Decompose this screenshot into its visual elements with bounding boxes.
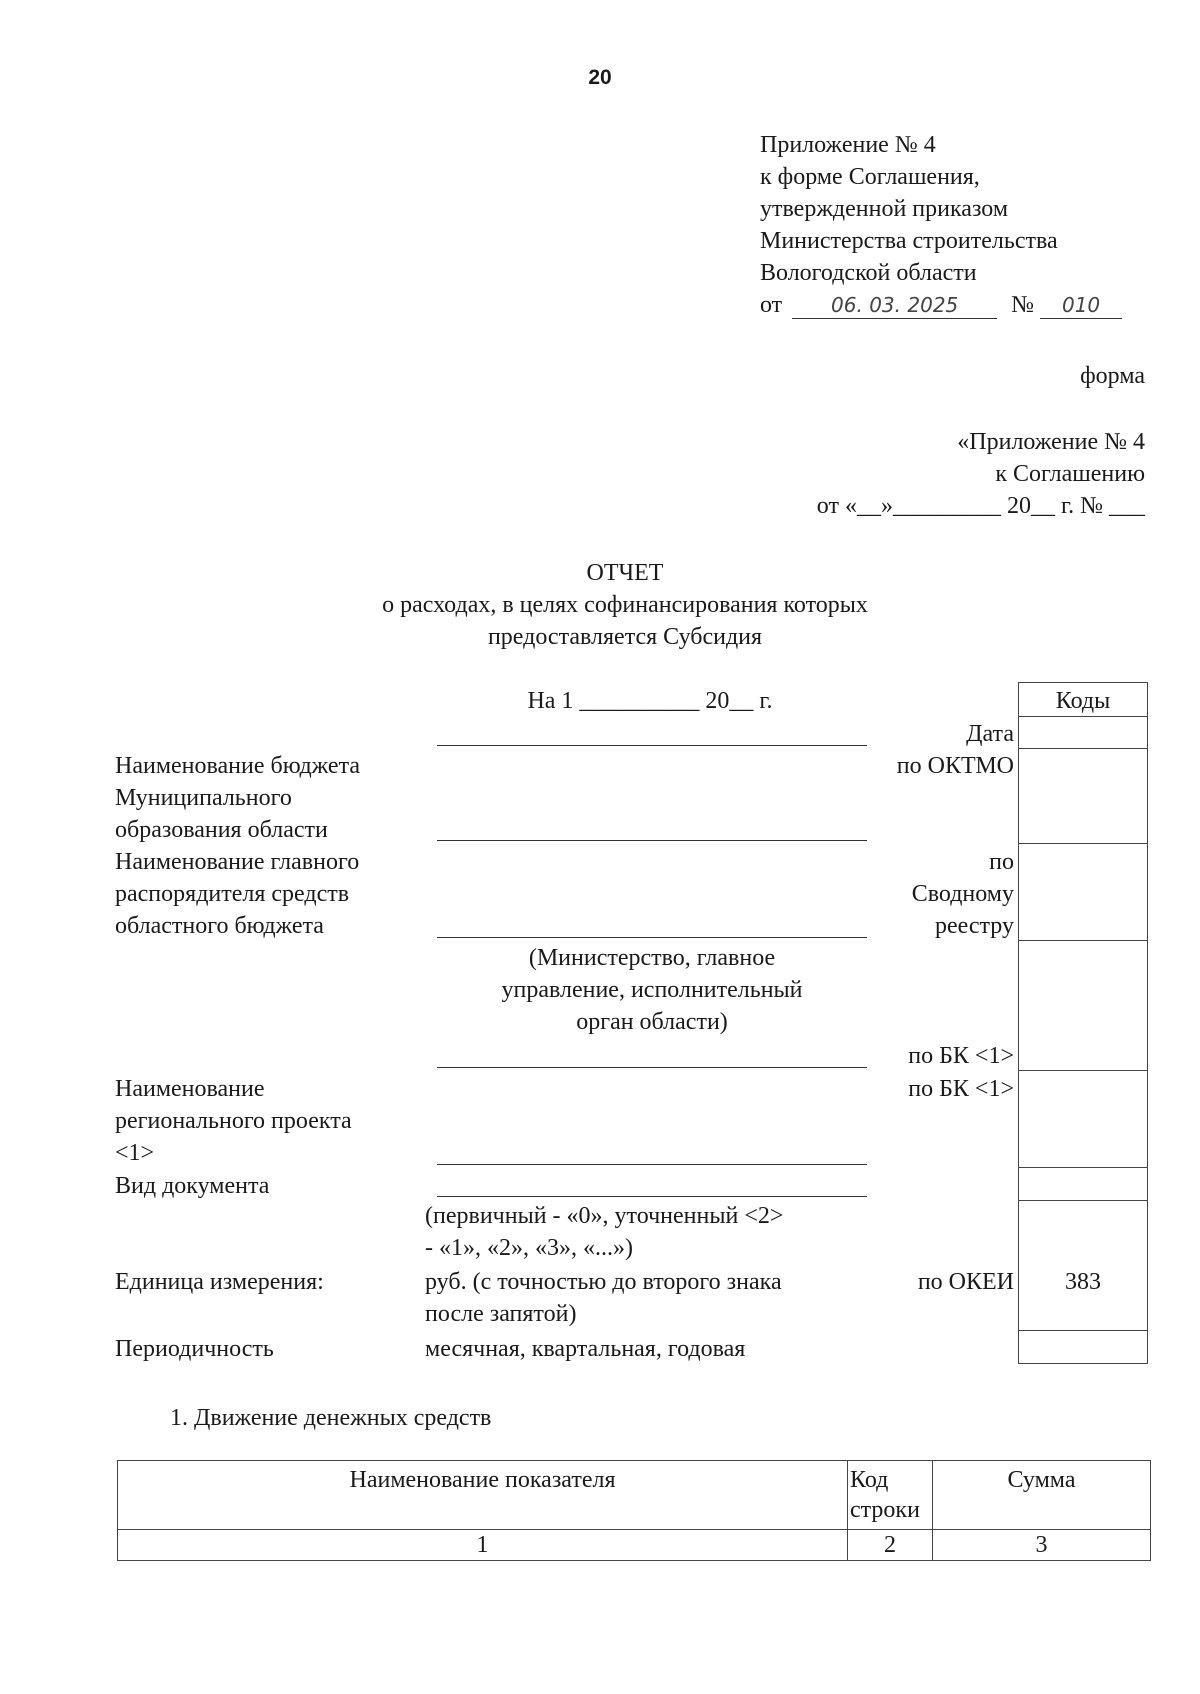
report-title (300, 557, 950, 653)
agreement-appendix-line2: к Соглашению (995, 461, 1145, 487)
label-bk-2: по БК <1> (908, 1076, 1014, 1102)
unit-note (425, 1266, 782, 1330)
label-doc-type: Вид документа (115, 1173, 270, 1199)
appendix-date-line (760, 289, 1180, 321)
label-budget-line: Муниципального (115, 785, 292, 811)
section-title: 1. Движение денежных средств (170, 1405, 492, 1431)
col-number: 1 (118, 1530, 848, 1561)
label-oktmo: по ОКТМО (896, 753, 1014, 779)
report-date: На 1 __________ 20__ г. (527, 688, 773, 714)
number-label: № (1011, 292, 1035, 318)
codes-divider (1018, 940, 1148, 941)
budget-fill-line[interactable] (437, 840, 867, 841)
report-title-line1: ОТЧЕТ (586, 560, 664, 586)
label-budget-line: Наименование бюджета (115, 753, 361, 779)
label-svod-3: реестру (934, 913, 1014, 939)
gr-fill-line[interactable] (437, 937, 867, 938)
label-project-line: <1> (115, 1140, 155, 1166)
codes-divider (1018, 1070, 1148, 1071)
label-date: Дата (966, 721, 1014, 747)
table-header-row (118, 1461, 1151, 1530)
cash-flow-table (117, 1460, 1151, 1561)
appendix-line: Вологодской области (760, 260, 977, 286)
label-project-line: регионального проекта (115, 1108, 352, 1134)
ministry-note-line: управление, исполнительный (501, 977, 803, 1003)
codes-header: Коды (1055, 688, 1111, 714)
period-note: месячная, квартальная, годовая (425, 1336, 746, 1362)
report-title-line3: предоставляется Субсидия (487, 624, 763, 650)
appendix-line: Приложение № 4 (760, 132, 936, 158)
page-number: 20 (588, 66, 612, 89)
label-period: Периодичность (115, 1336, 274, 1362)
project-fill-line[interactable] (437, 1164, 867, 1165)
doc-type-note-line: - «1», «2», «3», «...») (425, 1235, 633, 1261)
label-unit: Единица измерения: (115, 1269, 324, 1295)
label-gr-line: областного бюджета (115, 913, 324, 939)
label-budget-line: образования области (115, 817, 328, 843)
label-bk-1: по БК <1> (908, 1043, 1014, 1069)
doc-type-fill-line[interactable] (437, 1196, 867, 1197)
label-okei: по ОКЕИ (917, 1269, 1014, 1295)
label-svod-2: Сводному (911, 881, 1014, 907)
label-project-line: Наименование (115, 1076, 265, 1102)
handwritten-date: 06. 03. 2025 (792, 292, 997, 319)
label-gr (115, 846, 359, 942)
header-indicator-name: Наименование показателя (118, 1461, 848, 1530)
handwritten-number: 010 (1040, 292, 1122, 319)
label-gr-line: Наименование главного (115, 849, 360, 875)
codes-divider (1018, 748, 1148, 749)
appendix-line: Министерства строительства (760, 228, 1058, 254)
agreement-appendix-line1: «Приложение № 4 (957, 429, 1145, 455)
ministry-note-line: орган области) (576, 1009, 728, 1035)
appendix-block (760, 129, 1180, 321)
header-amount: Сумма (933, 1461, 1151, 1530)
codes-column (1018, 682, 1148, 1364)
col-number: 3 (933, 1530, 1151, 1561)
col-number: 2 (848, 1530, 933, 1561)
budget-fill-line-top (437, 745, 867, 746)
ministry-note (437, 942, 867, 1038)
ministry-note-line: (Министерство, главное (528, 945, 776, 971)
codes-divider (1018, 1200, 1148, 1201)
codes-divider (1018, 1330, 1148, 1331)
okei-code: 383 (1065, 1269, 1101, 1295)
report-title-line2: о расходах, в целях софинансирования которых (382, 592, 868, 618)
ministry-fill-line[interactable] (437, 1067, 867, 1068)
label-budget (115, 750, 360, 846)
doc-type-note (425, 1200, 783, 1264)
agreement-appendix-line3: от «__»_________ 20__ г. № ___ (816, 493, 1145, 519)
codes-divider (1018, 843, 1148, 844)
appendix-line: утвержденной приказом (760, 196, 1009, 222)
table-row (118, 1530, 1151, 1561)
form-label: форма (1080, 363, 1145, 389)
appendix-line: к форме Соглашения, (760, 164, 980, 190)
unit-note-line: руб. (с точностью до второго знака (425, 1269, 782, 1295)
label-project (115, 1073, 352, 1169)
from-label: от (760, 292, 783, 318)
label-svod-1: по (989, 849, 1014, 875)
label-gr-line: распорядителя средств (115, 881, 350, 907)
codes-divider (1018, 1167, 1148, 1168)
unit-note-line: после запятой) (425, 1301, 577, 1327)
header-row-code: Код строки (848, 1461, 933, 1530)
doc-type-note-line: (первичный - «0», уточненный <2> (425, 1203, 784, 1229)
